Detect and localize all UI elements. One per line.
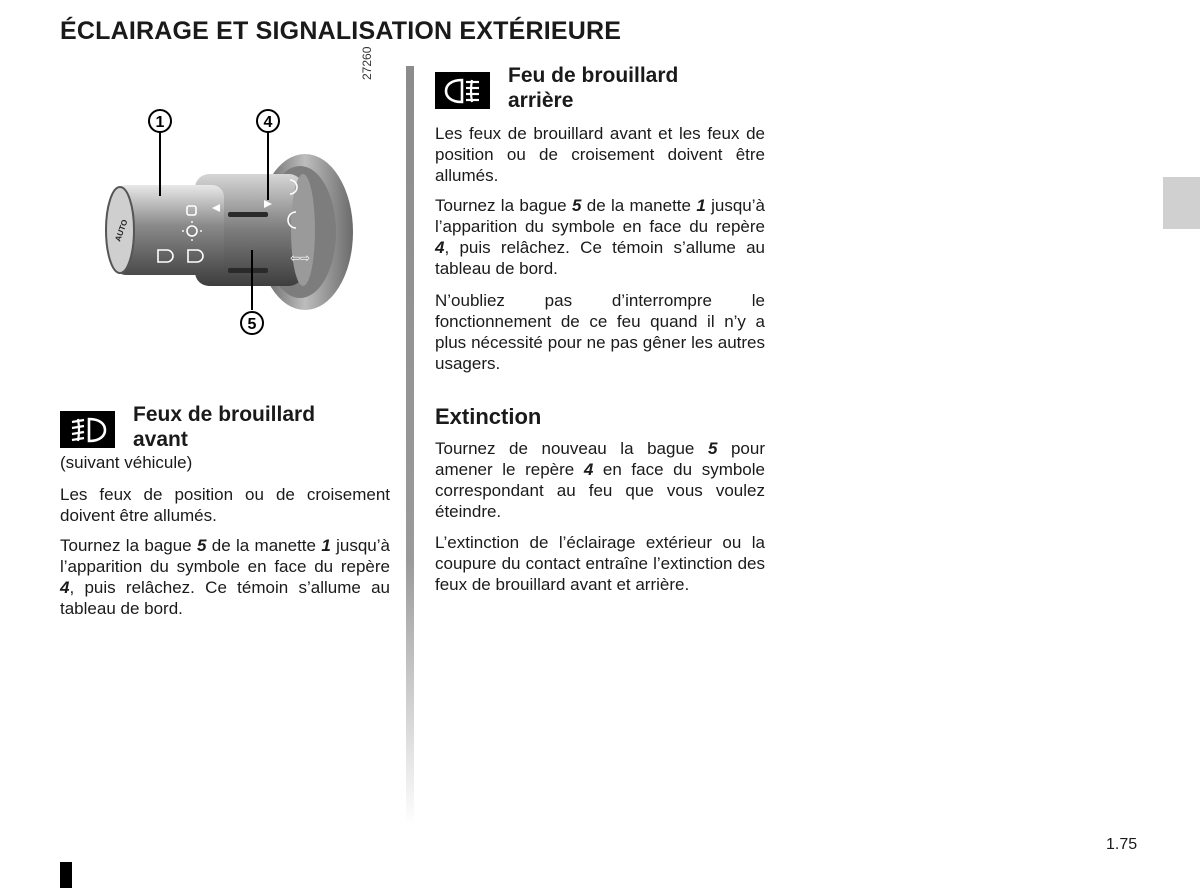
auto-label: AUTO [113, 218, 130, 243]
indicator-arrows-symbol: ⇦⇨ [289, 251, 311, 265]
callout-1 [149, 110, 171, 132]
extinction-paragraph-2: L’extinction de l’éclairage extérieur ou la coupure du contact entraîne l’extinction des feux de brouillard avant et arrière. [435, 533, 765, 594]
svg-text:1: 1 [155, 114, 165, 131]
page-title: ÉCLAIRAGE ET SIGNALISATION EXTÉRIEURE [60, 17, 622, 45]
front-fog-paragraph-2: Tournez la bague 5 de la manette 1 jusqu’à l’apparition du symbole en face du repère 4, puis relâchez. Ce témoin s’allume au tableau de bord. [60, 536, 390, 618]
front-fog-lamp-icon [60, 411, 115, 448]
rear-fog-lamp-icon [435, 72, 490, 109]
figure-reference: 27260 [360, 46, 374, 80]
svg-text:4: 4 [263, 114, 273, 131]
page-number: 1.75 [1106, 836, 1138, 853]
front-fog-heading: Feux de brouillard avant [133, 403, 316, 451]
column-divider [406, 66, 414, 826]
front-fog-paragraph-1: Les feux de position ou de croisement doivent être allumés. [60, 485, 390, 525]
chapter-tab [1163, 177, 1200, 229]
extinction-paragraph-1: Tournez de nouveau la bague 5 pour amener le repère 4 en face du symbole correspondant au feu que vous voulez éteindre. [435, 439, 765, 521]
rear-fog-paragraph-3: N’oubliez pas d’interrompre le fonctionnement de ce feu quand il n’y a plus nécessité pour ne pas gêner les autres usagers. [435, 291, 765, 373]
extinction-heading: Extinction [435, 404, 542, 429]
callout-5 [241, 312, 263, 334]
footer-bar [60, 862, 72, 888]
front-fog-note: (suivant véhicule) [60, 453, 193, 472]
svg-text:5: 5 [247, 316, 257, 333]
rear-fog-paragraph-2: Tournez la bague 5 de la manette 1 jusqu’à l’apparition du symbole en face du repère 4, puis relâchez. Ce témoin s’allume au tableau de bord. [435, 196, 765, 278]
rear-fog-paragraph-1: Les feux de brouillard avant et les feux de position ou de croisement doivent être allumés. [435, 124, 765, 185]
callout-4 [257, 110, 279, 132]
lighting-stalk-figure [100, 100, 370, 350]
rear-fog-heading: Feu de brouillard arrière [508, 64, 679, 112]
